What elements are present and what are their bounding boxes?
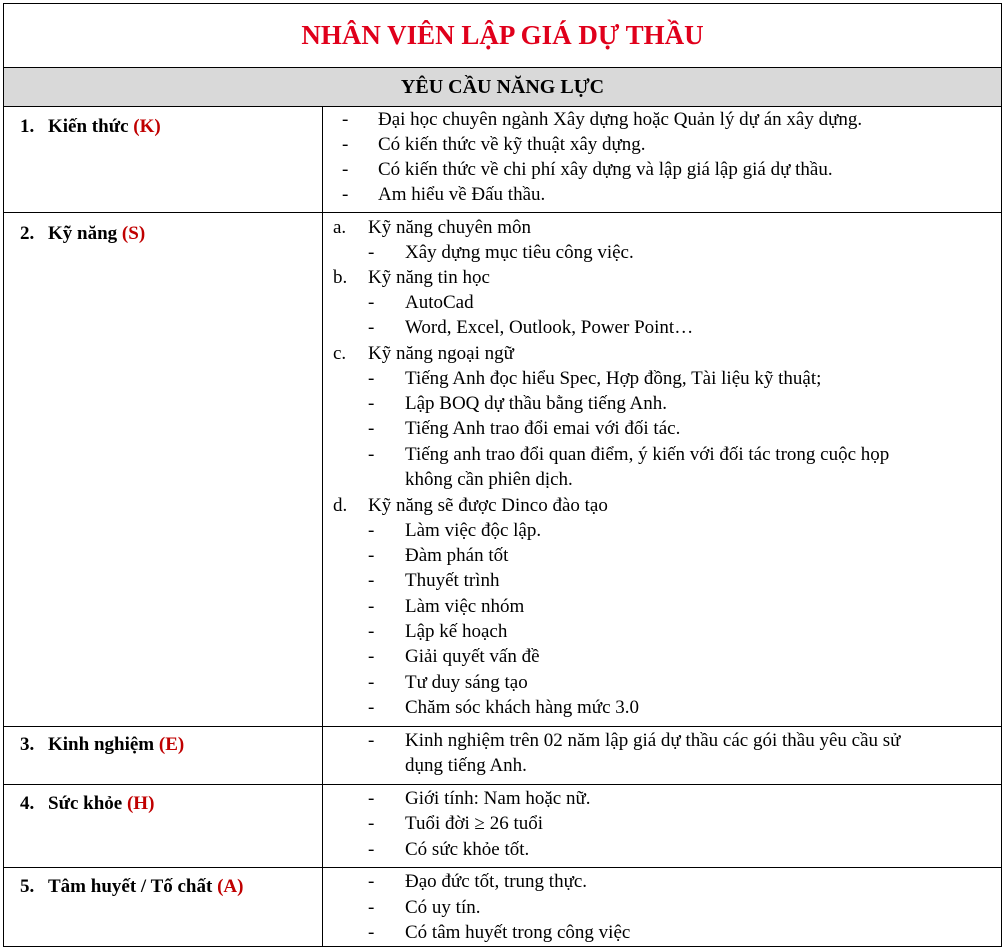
row-label-knowledge: [20, 116, 161, 138]
document-table: [3, 3, 1002, 947]
dash: -: [342, 109, 349, 130]
list-item: Đàm phán tốt: [405, 545, 509, 566]
list-item: Giới tính: Nam hoặc nữ.: [405, 788, 591, 809]
list-item: AutoCad: [405, 292, 474, 313]
dash: -: [368, 520, 375, 541]
dash: -: [368, 242, 375, 263]
list-item: Thuyết trình: [405, 570, 500, 591]
row-divider: [4, 784, 1001, 785]
dash: -: [368, 317, 375, 338]
dash: -: [368, 871, 375, 892]
dash: -: [368, 646, 375, 667]
list-item: Am hiểu về Đấu thầu.: [378, 184, 546, 205]
row-label-text: Sức khỏe: [48, 793, 123, 814]
list-item: Làm việc nhóm: [405, 596, 525, 617]
column-divider: [322, 107, 323, 947]
group-title: Kỹ năng sẽ được Dinco đào tạo: [368, 495, 608, 516]
list-item: Word, Excel, Outlook, Power Point…: [405, 317, 694, 338]
dash: -: [368, 839, 375, 860]
dash: -: [368, 788, 375, 809]
list-item: Tiếng anh trao đổi quan điểm, ý kiến với đối tác trong cuộc họp: [405, 444, 890, 465]
dash: -: [368, 697, 375, 718]
row-code: (K): [133, 116, 161, 137]
dash: -: [368, 545, 375, 566]
dash: -: [342, 184, 349, 205]
row-number: 1.: [20, 116, 35, 137]
list-item: Kinh nghiệm trên 02 năm lập giá dự thầu các gói thầu yêu cầu sử: [405, 730, 901, 751]
list-item: Lập BOQ dự thầu bằng tiếng Anh.: [405, 393, 668, 414]
dash: -: [368, 292, 375, 313]
row-code: (A): [217, 876, 244, 897]
group-marker: d.: [333, 495, 348, 516]
dash: -: [368, 897, 375, 918]
list-item: Có tâm huyết trong công việc: [405, 922, 631, 943]
row-number: 4.: [20, 793, 35, 814]
group-marker: c.: [333, 343, 347, 364]
row-code: (S): [121, 223, 146, 244]
row-divider: [4, 726, 1001, 727]
list-item: Tuổi đời ≥ 26 tuổi: [405, 813, 544, 834]
list-item: Chăm sóc khách hàng mức 3.0: [405, 697, 640, 718]
section-header: YÊU CẦU NĂNG LỰC: [4, 68, 1001, 107]
list-item: Có uy tín.: [405, 897, 481, 918]
row-number: 5.: [20, 876, 35, 897]
dash: -: [368, 368, 375, 389]
list-item: Tiếng Anh trao đổi emai với đối tác.: [405, 418, 681, 439]
dash: -: [368, 730, 375, 751]
list-item: Giải quyết vấn đề: [405, 646, 540, 667]
dash: -: [368, 621, 375, 642]
dash: -: [368, 922, 375, 943]
list-item: Đại học chuyên ngành Xây dựng hoặc Quản lý dự án xây dựng.: [378, 109, 863, 130]
dash: -: [368, 444, 375, 465]
page-title: NHÂN VIÊN LẬP GIÁ DỰ THẦU: [4, 4, 1001, 68]
row-code: (H): [126, 793, 155, 814]
dash: -: [368, 596, 375, 617]
list-item: Làm việc độc lập.: [405, 520, 542, 541]
row-number: 3.: [20, 734, 35, 755]
list-item: Có kiến thức về chi phí xây dựng và lập giá lập giá dự thầu.: [378, 159, 833, 180]
row-number: 2.: [20, 223, 35, 244]
row-label-skills: [20, 223, 145, 245]
row-divider: [4, 212, 1001, 213]
row-label-text: Kinh nghiệm: [48, 734, 155, 755]
row-label-experience: [20, 734, 184, 756]
row-label-text: Kiến thức: [48, 116, 129, 137]
row-label-health: [20, 793, 154, 815]
dash: -: [368, 672, 375, 693]
dash: -: [368, 393, 375, 414]
list-item-continuation: dụng tiếng Anh.: [405, 755, 527, 776]
dash: -: [342, 159, 349, 180]
dash: -: [342, 134, 349, 155]
list-item: Tư duy sáng tạo: [405, 672, 528, 693]
row-label-text: Tâm huyết / Tố chất: [48, 876, 213, 897]
dash: -: [368, 813, 375, 834]
group-title: Kỹ năng chuyên môn: [368, 217, 532, 238]
list-item: Xây dựng mục tiêu công việc.: [405, 242, 634, 263]
group-marker: a.: [333, 217, 347, 238]
row-code: (E): [158, 734, 185, 755]
list-item: Lập kế hoạch: [405, 621, 508, 642]
dash: -: [368, 418, 375, 439]
list-item: Tiếng Anh đọc hiểu Spec, Hợp đồng, Tài liệu kỹ thuật;: [405, 368, 822, 389]
group-title: Kỹ năng tin học: [368, 267, 490, 288]
list-item: Đạo đức tốt, trung thực.: [405, 871, 588, 892]
list-item-continuation: không cần phiên dịch.: [405, 469, 573, 490]
group-marker: b.: [333, 267, 348, 288]
list-item: Có kiến thức về kỹ thuật xây dựng.: [378, 134, 646, 155]
row-divider: [4, 867, 1001, 868]
dash: -: [368, 570, 375, 591]
group-title: Kỹ năng ngoại ngữ: [368, 343, 514, 364]
row-label-text: Kỹ năng: [48, 223, 118, 244]
row-label-attitude: [20, 876, 243, 898]
list-item: Có sức khỏe tốt.: [405, 839, 530, 860]
